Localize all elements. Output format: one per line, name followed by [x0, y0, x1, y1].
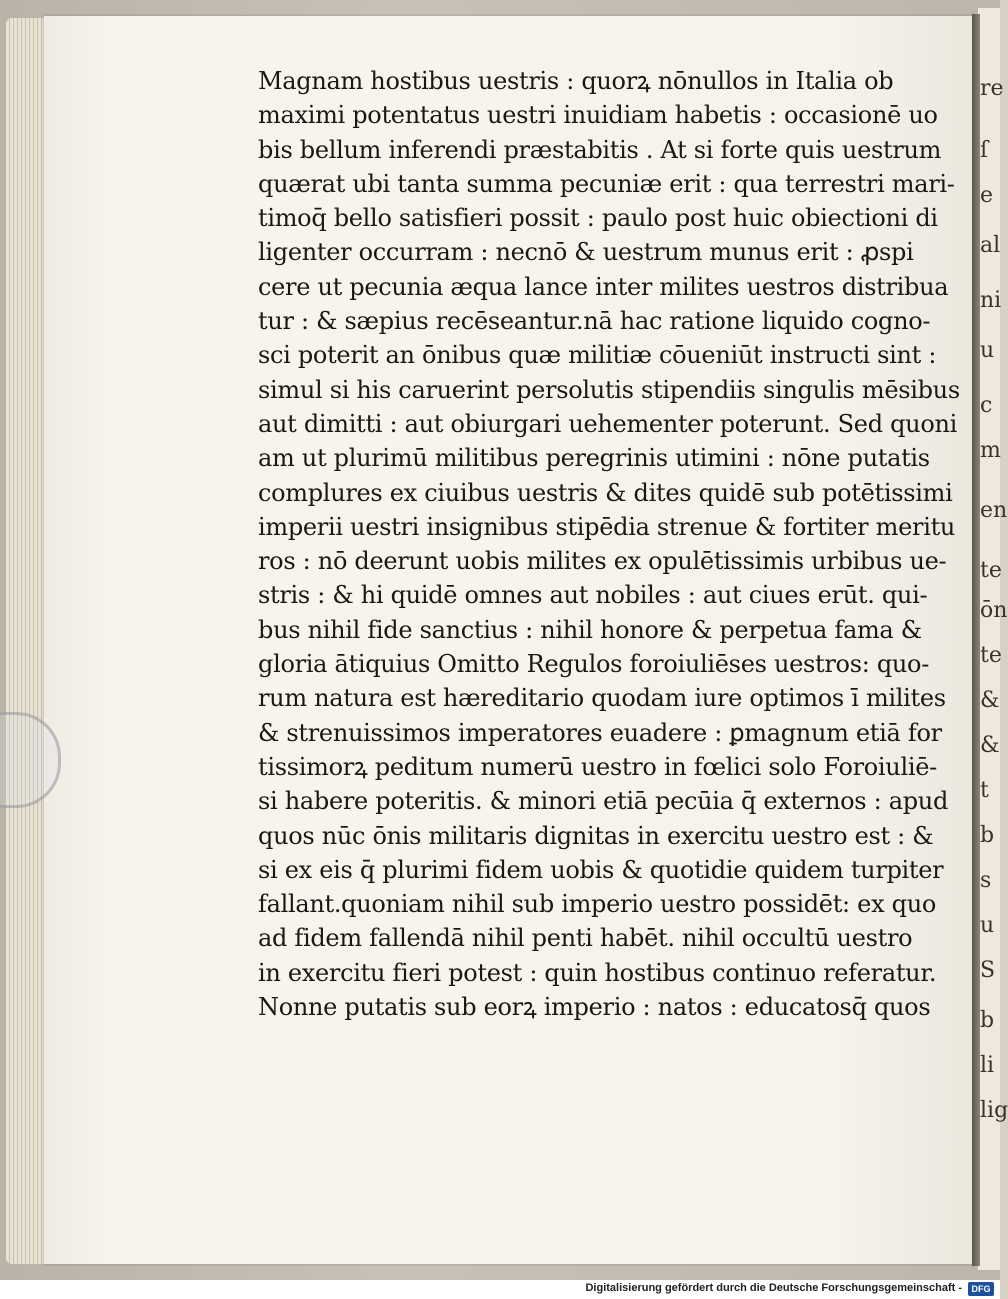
- text-line: bis bellum inferendi præstabitis . At si forte quis uestrum: [258, 135, 942, 164]
- facing-page-fragment: &: [980, 688, 1000, 713]
- text-line: quos nūc ōnis militaris dignitas in exercitu uestro est : &: [258, 821, 934, 850]
- facing-page-fragment: &: [980, 733, 1000, 758]
- facing-page-fragment: b: [980, 1008, 995, 1033]
- facing-page-fragment: te: [980, 558, 1002, 583]
- facing-page-fragment: ōn: [980, 598, 1008, 623]
- facing-page-fragment: te: [980, 643, 1002, 668]
- text-line: ligenter occurram : necnō & uestrum munus erit : ꝓspi: [258, 238, 914, 267]
- text-line: gloria ātiquius Omitto Regulos foroiuliēses uestros: quo-: [258, 650, 930, 679]
- footer-bar: [0, 1280, 1000, 1299]
- facing-page-fragment: u: [980, 913, 995, 938]
- text-line: timoq̄ bello satisfieri possit : paulo post huic obiectioni di: [258, 204, 938, 233]
- facing-page-fragment: li: [980, 1053, 995, 1078]
- facing-page-fragment: c: [980, 393, 993, 418]
- text-line: sci poterit an ōnibus quæ militiæ cōueniūt instructi sint :: [258, 341, 937, 370]
- facing-page-fragment: u: [980, 338, 995, 363]
- text-line: maximi potentatus uestri inuidiam habetis : occasionē uo: [258, 101, 938, 130]
- text-line: tissimorꝝ peditum numerū uestro in fœlici solo Foroiuliē-: [258, 752, 937, 781]
- facing-page-fragment: ſ: [980, 138, 989, 163]
- text-line: rum natura est hæreditario quodam iure optimos ī milites: [258, 684, 946, 713]
- text-line: aut dimitti : aut obiurgari uehementer poterunt. Sed quoni: [258, 409, 958, 438]
- text-line: si ex eis q̄ plurimi fidem uobis & quotidie quidem turpiter: [258, 855, 944, 884]
- text-line: ad fidem fallendā nihil penti habēt. nihil occultū uestro: [258, 924, 913, 953]
- facing-page-fragment: b: [980, 823, 995, 848]
- text-line: am ut plurimū militibus peregrinis utimini : nōne putatis: [258, 444, 930, 473]
- text-line: & strenuissimos imperatores euadere : ꝑmagnum etiā for: [258, 718, 942, 747]
- facing-page-fragment: ni: [980, 288, 1002, 313]
- facing-page-fragment: e: [980, 183, 994, 208]
- facing-page-fragment: re: [980, 76, 1004, 101]
- footer-credit: Digitalisierung gefördert durch die Deutsche Forschungsgemeinschaft -: [585, 1282, 962, 1294]
- facing-page-fragment: en: [980, 498, 1008, 523]
- dfg-logo: DFG: [968, 1282, 994, 1296]
- text-line: ros : nō deerunt uobis milites ex opulētissimis urbibus ue-: [258, 547, 947, 576]
- text-line: simul si his caruerint persolutis stipendiis singulis mēsibus: [258, 375, 960, 404]
- text-line: si habere poteritis. & minori etiā pecūia q̄ externos : apud: [258, 787, 949, 816]
- text-line: quærat ubi tanta summa pecuniæ erit : qua terrestri mari-: [258, 169, 955, 198]
- book-gutter: [972, 14, 980, 1266]
- facing-page-fragment: m: [980, 438, 1001, 463]
- text-line: imperii uestri insignibus stipēdia strenue & fortiter meritu: [258, 512, 956, 541]
- text-line: Nonne putatis sub eorꝝ imperio : natos : educatosq̄ quos: [258, 993, 931, 1022]
- text-line: tur : & sæpius recēseantur.nā hac ratione liquido cogno-: [258, 307, 931, 336]
- facing-page-fragment: al: [980, 233, 1001, 258]
- text-line: cere ut pecunia æqua lance inter milites uestros distribua: [258, 272, 949, 301]
- text-line: in exercitu fieri potest : quin hostibus continuo referatur.: [258, 958, 937, 987]
- text-line: complures ex ciuibus uestris & dites quidē sub potētissimi: [258, 478, 953, 507]
- facing-page-fragment: s: [980, 868, 992, 893]
- printed-text-block: [258, 64, 960, 1024]
- text-line: bus nihil fide sanctius : nihil honore & perpetua fama &: [258, 615, 922, 644]
- text-line: stris : & hi quidē omnes aut nobiles : aut ciues erūt. qui-: [258, 581, 928, 610]
- facing-page-fragment: S: [980, 958, 996, 983]
- text-line: fallant.quoniam nihil sub imperio uestro possidēt: ex quo: [258, 890, 936, 919]
- facing-page-fragment: lig: [980, 1098, 1008, 1123]
- facing-page-fragment: t: [980, 778, 989, 803]
- text-line: Magnam hostibus uestris : quorꝝ nōnullos in Italia ob: [258, 67, 894, 95]
